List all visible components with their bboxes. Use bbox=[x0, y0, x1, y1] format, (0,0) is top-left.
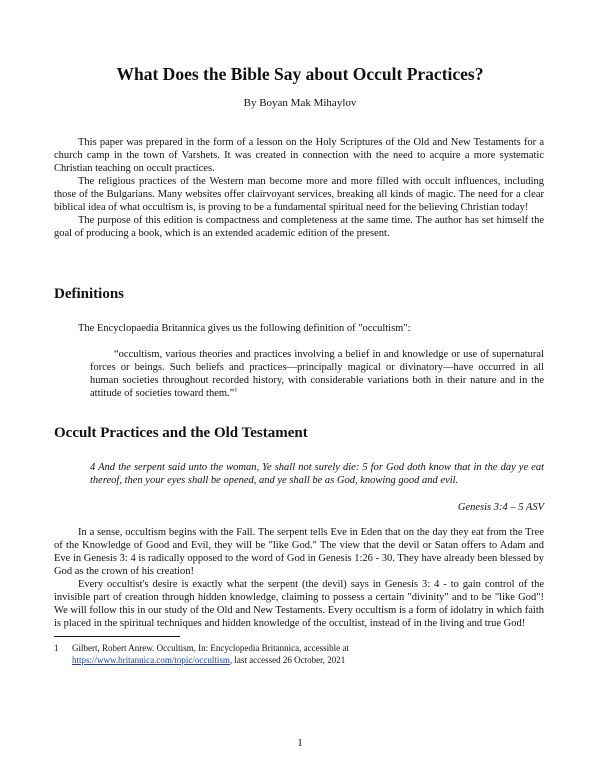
definitions-lead bbox=[54, 322, 544, 335]
footnote-link[interactable]: https://www.britannica.com/topic/occultism bbox=[72, 654, 230, 665]
footnote-suffix: , last accessed 26 October, 2021 bbox=[229, 654, 346, 665]
scripture-reference: Genesis 3:4 – 5 ASV bbox=[457, 502, 544, 513]
intro-paragraph: The purpose of this edition is compactness and completeness at the same time. The author has set himself the goal of producing a book, which is an extended academic edition of the present. bbox=[54, 215, 544, 239]
body-paragraph: Every occultist's desire is exactly what the serpent (the devil) says in Genesis 3: 4 - to gain control of the invisible part of creation through hidden knowledge, claiming to possess a certain "divinity" and to be "like God"! We will follow this in our study of the Old and New Testaments. Every occultism is a form of idolatry in which faith is placed in the spiritual techniques and hidden knowledge of the occultist, instead of in the living and true God! bbox=[54, 579, 544, 629]
document-title: What Does the Bible Say about Occult Practices? bbox=[116, 64, 484, 84]
old-testament-heading: Occult Practices and the Old Testament bbox=[54, 425, 308, 441]
footnote-text: Gilbert, Robert Anrew. Occultism, In: Encyclopedia Britannica, accessible at bbox=[72, 643, 349, 653]
britannica-quote-text: “occultism, various theories and practices involving a belief in and knowledge or use of supernatural forces or beings. Such beliefs and practices—principally magical or divinatory—have occurred in all human societies throughout recorded history, with considerable variations both in their nature and in the attitude of societies toward them.” bbox=[90, 349, 544, 399]
old-testament-body bbox=[54, 526, 544, 630]
body-paragraph: In a sense, occultism begins with the Fall. The serpent tells Eve in Eden that on the day they eat from the Tree of the Knowledge of Good and Evil, they will be "like God." The view that the devil or Satan offers to Adam and Eve in Genesis 3: 4 is radically opposed to the word of God in Genesis 1:26 - 30. They have already been blessed by God as the crown of his creation! bbox=[54, 527, 544, 577]
footnote-divider bbox=[54, 636, 180, 637]
intro-paragraph: This paper was prepared in the form of a lesson on the Holy Scriptures of the Old and New Testaments for a church camp in the town of Varshets. It was created in connection with the need to acquire a more systematic Christian teaching on occult practices. bbox=[54, 137, 544, 174]
author-line: By Boyan Mak Mihaylov bbox=[243, 97, 357, 109]
definitions-lead-text: The Encyclopaedia Britannica gives us the following definition of "occultism": bbox=[78, 323, 411, 334]
intro-section bbox=[54, 136, 544, 240]
footnote-number: 1 bbox=[54, 643, 59, 653]
definitions-heading: Definitions bbox=[54, 286, 125, 302]
footnote-marker[interactable]: 1 bbox=[234, 387, 238, 394]
scripture-verse: 4 And the serpent said unto the woman, Ye shall not surely die: 5 for God doth know that in the day ye eat thereof, then your eyes shall be opened, and ye shall be as God, knowing good and evil. bbox=[90, 462, 544, 486]
intro-paragraph: The religious practices of the Western man become more and more filled with occult influences, including those of the Bulgarians. Many websites offer clairvoyant services, breaking all kinds of magic. The need for a clear biblical idea of what occultism is, is proving to be a fundamental spiritual need for the believing Christian today! bbox=[54, 176, 544, 213]
britannica-quote bbox=[90, 348, 544, 400]
page-number: 1 bbox=[297, 737, 303, 749]
